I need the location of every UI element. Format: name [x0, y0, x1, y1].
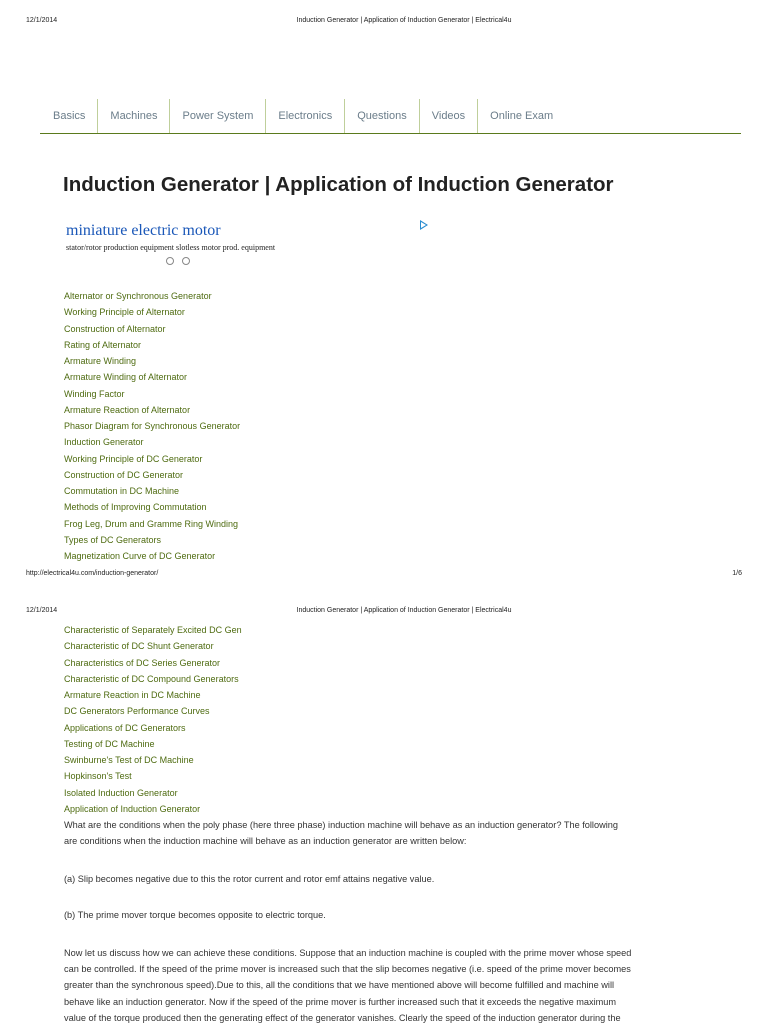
nav-videos[interactable]: Videos — [420, 99, 478, 133]
related-link[interactable]: Armature Winding of Alternator — [64, 372, 188, 383]
related-link[interactable]: Isolated Induction Generator — [64, 787, 178, 798]
print-date: 12/1/2014 — [26, 607, 58, 614]
nav-machines[interactable]: Machines — [98, 99, 170, 133]
related-links-list-continued — [64, 622, 242, 817]
text-line: What are the conditions when the poly phase (here three phase) induction machine will behave as an induction generator? The following — [64, 820, 618, 830]
ad-description: stator/rotor production equipment slotless motor prod. equipment — [66, 243, 276, 252]
related-link[interactable]: Characteristic of DC Compound Generators — [64, 673, 239, 684]
related-link[interactable]: Alternator or Synchronous Generator — [64, 291, 212, 301]
main-nav — [40, 99, 741, 134]
text-line: are conditions when the induction machine will behave as an induction generator are written below: — [64, 836, 467, 847]
related-link[interactable]: Application of Induction Generator — [64, 803, 201, 814]
related-link[interactable]: Characteristic of DC Shunt Generator — [64, 641, 214, 652]
ad-title-link[interactable]: miniature electric motor — [66, 222, 221, 239]
nav-online-exam[interactable]: Online Exam — [490, 110, 554, 122]
related-link[interactable]: Testing of DC Machine — [64, 738, 155, 749]
related-link[interactable]: Construction of DC Generator — [64, 469, 184, 480]
text-line: greater than the synchronous speed).Due to this, all the conditions that we have mentioned above will become fulfilled and machine will — [64, 980, 615, 991]
text-line: Now let us discuss how we can achieve these conditions. Suppose that an induction machine is coupled with the prime mover whose speed — [64, 948, 632, 958]
related-links-list — [64, 288, 240, 564]
related-link[interactable]: Methods of Improving Commutation — [64, 502, 207, 513]
ad-pager-dot-2[interactable] — [182, 257, 190, 265]
related-link[interactable]: Winding Factor — [64, 388, 125, 399]
related-link[interactable]: Swinburne's Test of DC Machine — [64, 755, 194, 765]
print-date: 12/1/2014 — [26, 17, 58, 24]
print-title: Induction Generator | Application of Induction Generator | Electrical4u — [296, 17, 512, 24]
page-number: 1/6 — [732, 570, 742, 577]
related-link[interactable]: Induction Generator — [64, 437, 144, 448]
text-line: behave like an induction generator. Now if the speed of the prime mover is further increased such that it exceeds the negative maximum — [64, 996, 617, 1007]
related-link[interactable]: Characteristic of Separately Excited DC Gen — [64, 625, 242, 635]
nav-questions[interactable]: Questions — [345, 99, 420, 133]
page1-footer — [0, 570, 768, 580]
related-link[interactable]: Types of DC Generators — [64, 534, 162, 545]
ad-pager-dot-1[interactable] — [166, 257, 174, 265]
related-link[interactable]: Applications of DC Generators — [64, 722, 186, 733]
related-link[interactable]: DC Generators Performance Curves — [64, 706, 210, 717]
nav-electronics[interactable]: Electronics — [266, 99, 345, 133]
related-link[interactable]: Working Principle of DC Generator — [64, 453, 203, 464]
related-link[interactable]: Frog Leg, Drum and Gramme Ring Winding — [64, 518, 239, 529]
related-link[interactable]: Hopkinson's Test — [64, 771, 132, 782]
related-link[interactable]: Construction of Alternator — [64, 323, 166, 334]
ad-choices-icon[interactable] — [420, 220, 428, 230]
related-link[interactable]: Magnetization Curve of DC Generator — [64, 551, 216, 561]
nav-power-system[interactable]: Power System — [170, 99, 266, 133]
page2-header — [0, 607, 768, 617]
related-link[interactable]: Armature Reaction of Alternator — [64, 404, 191, 415]
discussion-paragraph — [64, 945, 704, 1026]
related-link[interactable]: Commutation in DC Machine — [64, 486, 180, 496]
related-link[interactable]: Phasor Diagram for Synchronous Generator — [64, 421, 241, 431]
ad-block[interactable] — [66, 220, 436, 270]
condition-b: (b) The prime mover torque becomes opposite to electric torque. — [64, 910, 326, 920]
related-link[interactable]: Characteristics of DC Series Generator — [64, 657, 221, 668]
text-line: value of the torque produced then the generating effect of the generator vanishes. Clearly the speed of the induction generator during the — [64, 1012, 621, 1023]
related-link[interactable]: Rating of Alternator — [64, 339, 142, 350]
condition-a: (a) Slip becomes negative due to this the rotor current and rotor emf attains negative value. — [64, 874, 435, 884]
nav-basics[interactable]: Basics — [40, 99, 98, 133]
print-url: http://electrical4u.com/induction-generator/ — [26, 570, 159, 577]
print-title: Induction Generator | Application of Induction Generator | Electrical4u — [296, 607, 512, 614]
related-link[interactable]: Working Principle of Alternator — [64, 307, 185, 318]
related-link[interactable]: Armature Reaction in DC Machine — [64, 690, 201, 700]
page1-header — [0, 17, 768, 27]
related-link[interactable]: Armature Winding — [64, 356, 137, 366]
intro-paragraph — [64, 817, 704, 849]
article-title: Induction Generator | Application of Induction Generator — [63, 173, 614, 196]
text-line: can be controlled. If the speed of the prime mover is increased such that the slip becomes negative (i.e. speed of the prime mover becomes — [64, 964, 631, 975]
